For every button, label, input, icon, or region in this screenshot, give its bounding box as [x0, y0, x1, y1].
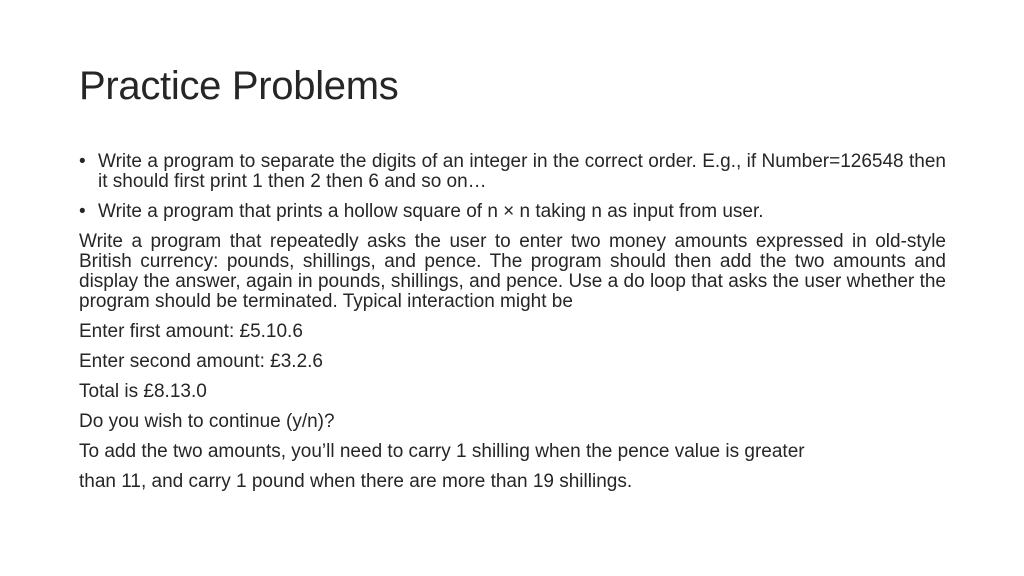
problem-paragraph: Write a program that repeatedly asks the user to enter two money amounts expressed in old-style British currency: pounds, shillings, and pence. The program should then add the two amounts and display the answer, again in pounds, shillings, and pence. Use a do loop that asks the user whether the program should be terminated. Typical interaction might be — [79, 231, 946, 312]
closing-line-1: To add the two amounts, you’ll need to carry 1 shilling when the pence value is greater — [79, 441, 805, 462]
slide-body — [79, 152, 946, 502]
slide-title: Practice Problems — [79, 64, 399, 108]
bullet-item-hollow-square — [79, 202, 946, 222]
interaction-line-continue: Do you wish to continue (y/n)? — [79, 411, 335, 432]
interaction-line-total: Total is £8.13.0 — [79, 381, 207, 402]
interaction-line-first-amount: Enter first amount: £5.10.6 — [79, 321, 303, 342]
closing-line-2: than 11, and carry 1 pound when there are more than 19 shillings. — [79, 471, 633, 492]
interaction-line-second-amount: Enter second amount: £3.2.6 — [79, 351, 323, 372]
bullet-text: Write a program to separate the digits of an integer in the correct order. E.g., if Number=126548 then it should first print 1 then 2 then 6 and so on… — [98, 151, 946, 192]
bullet-marker: • — [79, 201, 86, 222]
bullet-marker: • — [79, 151, 86, 172]
bullet-list — [79, 152, 946, 222]
bullet-text: Write a program that prints a hollow square of n × n taking n as input from user. — [98, 201, 764, 222]
bullet-item-digits — [79, 152, 946, 192]
